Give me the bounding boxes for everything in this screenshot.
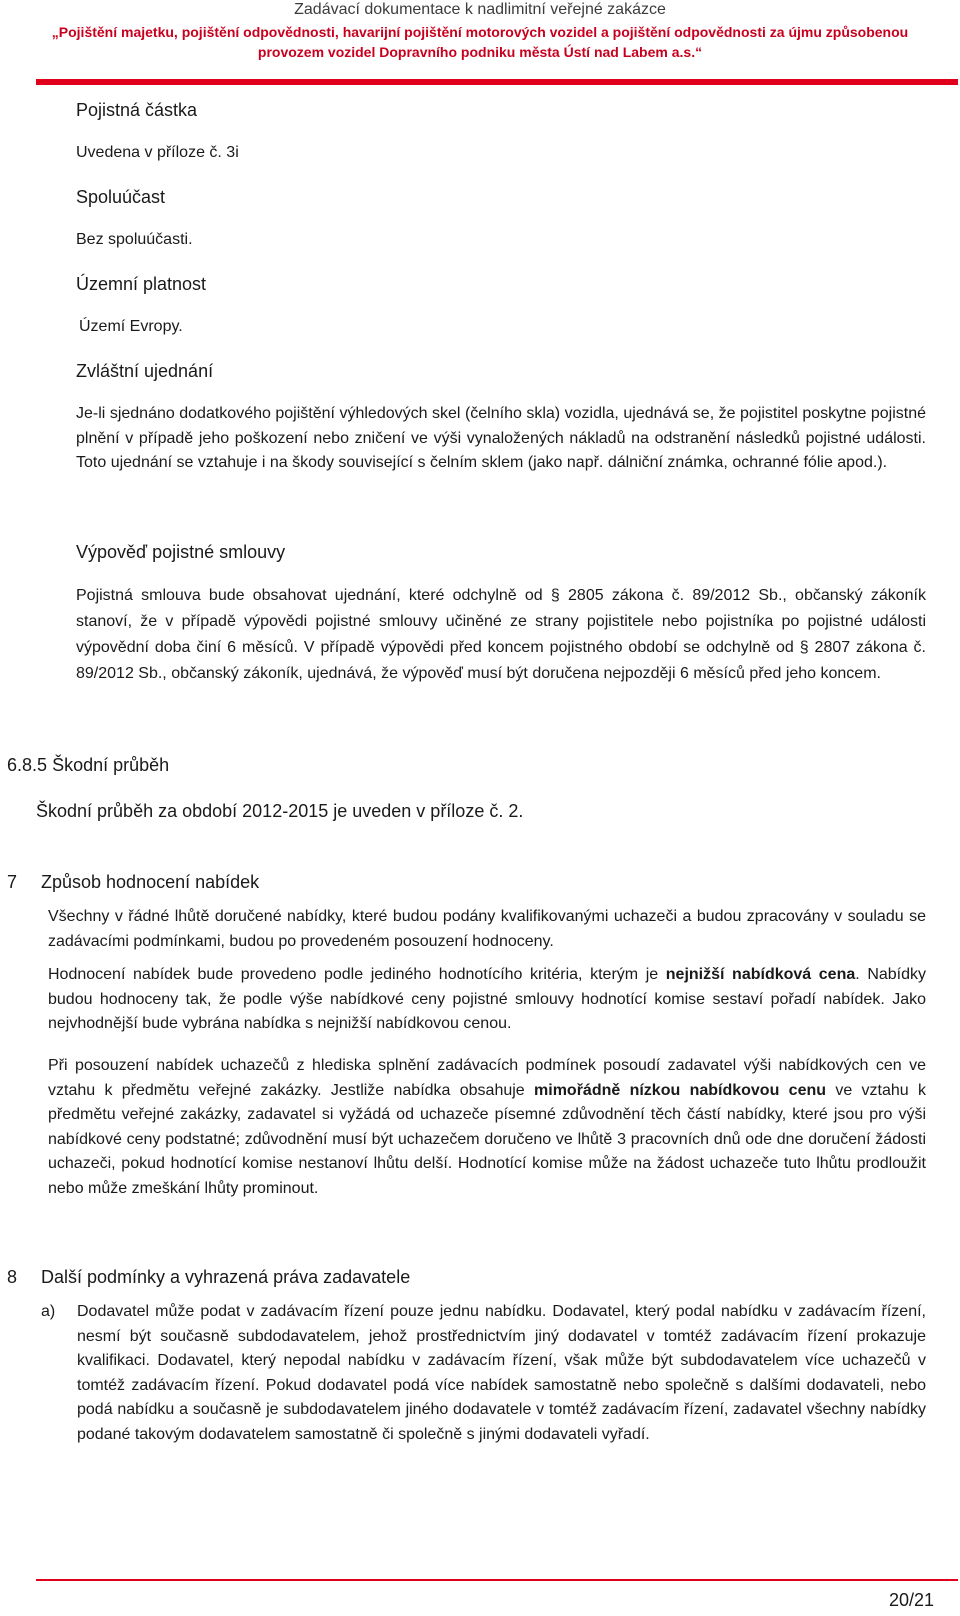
- criterion-highlight: nejnižší nabídková cena: [665, 966, 856, 983]
- section-number: 6.8.5: [7, 755, 48, 775]
- section-number: 8: [7, 1267, 18, 1287]
- section-title: Škodní průběh: [52, 755, 170, 775]
- paragraph-text: Hodnocení nabídek bude provedeno podle jediného hodnotícího kritéria, kterým je: [48, 966, 666, 983]
- section-title: Další podmínky a vyhrazená práva zadavatele: [41, 1267, 411, 1287]
- page-number: 20/21: [888, 1590, 934, 1610]
- section-7-paragraph-2: [48, 963, 926, 1037]
- section-8-item-a: [0, 1300, 960, 1470]
- uzemni-platnost-value: Území Evropy.: [79, 318, 183, 335]
- section-6-8-5-text: Škodní průběh za období 2012-2015 je uveden v příloze č. 2.: [36, 801, 524, 821]
- paragraph-text: Při posouzení nabídek uchazečů z hlediska splnění zadávacích podmínek posoudí zadavatel výši nabídkových cen ve vztahu k předmětu veřejné zakázky. Jestliže nabídka obsahuje: [48, 1057, 926, 1099]
- zvlastni-ujednani-text: Je-li sjednáno dodatkového pojištění výhledových skel (čelního skla) vozidla, ujednává se, že pojistitel poskytne pojistné plnění v případě jeho poškození nebo zničení ve výši vynaložených nákladů na odstranění následků pojistné události. Toto ujednání se vztahuje i na škody související s čelním sklem (jako např. dálniční známka, ochranné fólie apod.).: [76, 405, 926, 471]
- footer-divider: [36, 1579, 958, 1581]
- section-number: 7: [7, 872, 18, 892]
- vypoved-label: Výpověď pojistné smlouvy: [76, 542, 286, 562]
- header-subtitle-line1: „Pojištění majetku, pojištění odpovědnosti, havarijní pojištění motorových vozidel a pojištění odpovědnosti za újmu způsobenou: [51, 24, 909, 40]
- vypoved-text: Pojistná smlouva bude obsahovat ujednání, které odchylně od § 2805 zákona č. 89/2012 Sb., občanský zákoník stanoví, že v případě výpovědi pojistné smlouvy učiněné ze strany pojistitele nebo pojistníka po pojistné události výpovědní doba činí 6 měsíců. V případě výpovědi před koncem pojistného období se odchylně od § 2807 zákona č. 89/2012 Sb., občanský zákoník, ujednává, že výpověď musí být doručena nejpozději 6 měsíců před jeho koncem.: [76, 587, 926, 682]
- paragraph-text: ve vztahu k předmětu veřejné zakázky, zadavatel si vyžádá od uchazeče písemné zdůvodnění těch částí nabídky, které jsou pro výši nabídkové ceny podstatné; zdůvodnění musí být uchazečem doručeno ve lhůtě 3 pracovních dnů ode dne doručení žádosti uchazeči, pokud hodnotící komise nestanoví lhůtu delší. Hodnotící komise může na žádost uchazeče tuto lhůtu prodloužit nebo může zmeškání lhůty prominout.: [48, 1081, 927, 1197]
- paragraph-text: . Nabídky budou hodnoceny tak, že podle výše nabídkové ceny pojistné smlouvy hodnotící komise sestaví pořadí nabídek. Jako nejvhodnější bude vybrána nabídka s nejnižší nabídkovou cenou.: [48, 966, 927, 1032]
- pojistna-castka-value: Uvedena v příloze č. 3i: [76, 144, 239, 161]
- section-title: Způsob hodnocení nabídek: [41, 872, 260, 892]
- zvlastni-ujednani-label: Zvláštní ujednání: [76, 361, 214, 381]
- section-6-8-5-heading: [7, 754, 169, 776]
- header-subtitle-line2: provozem vozidel Dopravního podniku města Ústí nad Labem a.s.“: [257, 44, 703, 60]
- header-title: Zadávací dokumentace k nadlimitní veřejné zakázce: [294, 1, 666, 18]
- pojistna-castka-label: Pojistná částka: [76, 100, 198, 120]
- list-marker: a): [41, 1303, 56, 1320]
- price-highlight: mimořádně nízkou nabídkovou cenu: [534, 1081, 827, 1099]
- item-text: Dodavatel může podat v zadávacím řízení pouze jednu nabídku. Dodavatel, který podal nabídku v zadávacím řízení, nesmí být současně subdodavatelem, jehož prostřednictvím jiný dodavatel v tomtéž zadávacím řízení prokazuje kvalifikaci. Dodavatel, který nepodal nabídku v zadávacím řízení, však může být subdodavatelem více uchazečů v tomtéž zadávacím řízení. Pokud dodavatel podá více nabídek samostatně nebo společně s dalšími dodavateli, nebo podá nabídku a současně je subdodavatelem jiného dodavatele v tomtéž zadávacím řízení, zadavatel všechny nabídky podané takovým dodavatelem samostatně či společně s jinými dodavateli vyřadí.: [77, 1303, 926, 1443]
- spoluucast-label: Spoluúčast: [76, 187, 166, 207]
- section-7-paragraph-1: Všechny v řádné lhůtě doručené nabídky, které budou podány kvalifikovanými uchazeči a budou zpracovány v souladu se zadávacími podmínkami, budou po provedeném posouzení hodnoceny.: [48, 908, 926, 950]
- page-header: [0, 0, 960, 86]
- header-divider: [36, 79, 958, 85]
- uzemni-platnost-label: Územní platnost: [76, 274, 207, 294]
- spoluucast-value: Bez spoluúčasti.: [76, 231, 193, 248]
- section-7-paragraph-3: [48, 1054, 926, 1201]
